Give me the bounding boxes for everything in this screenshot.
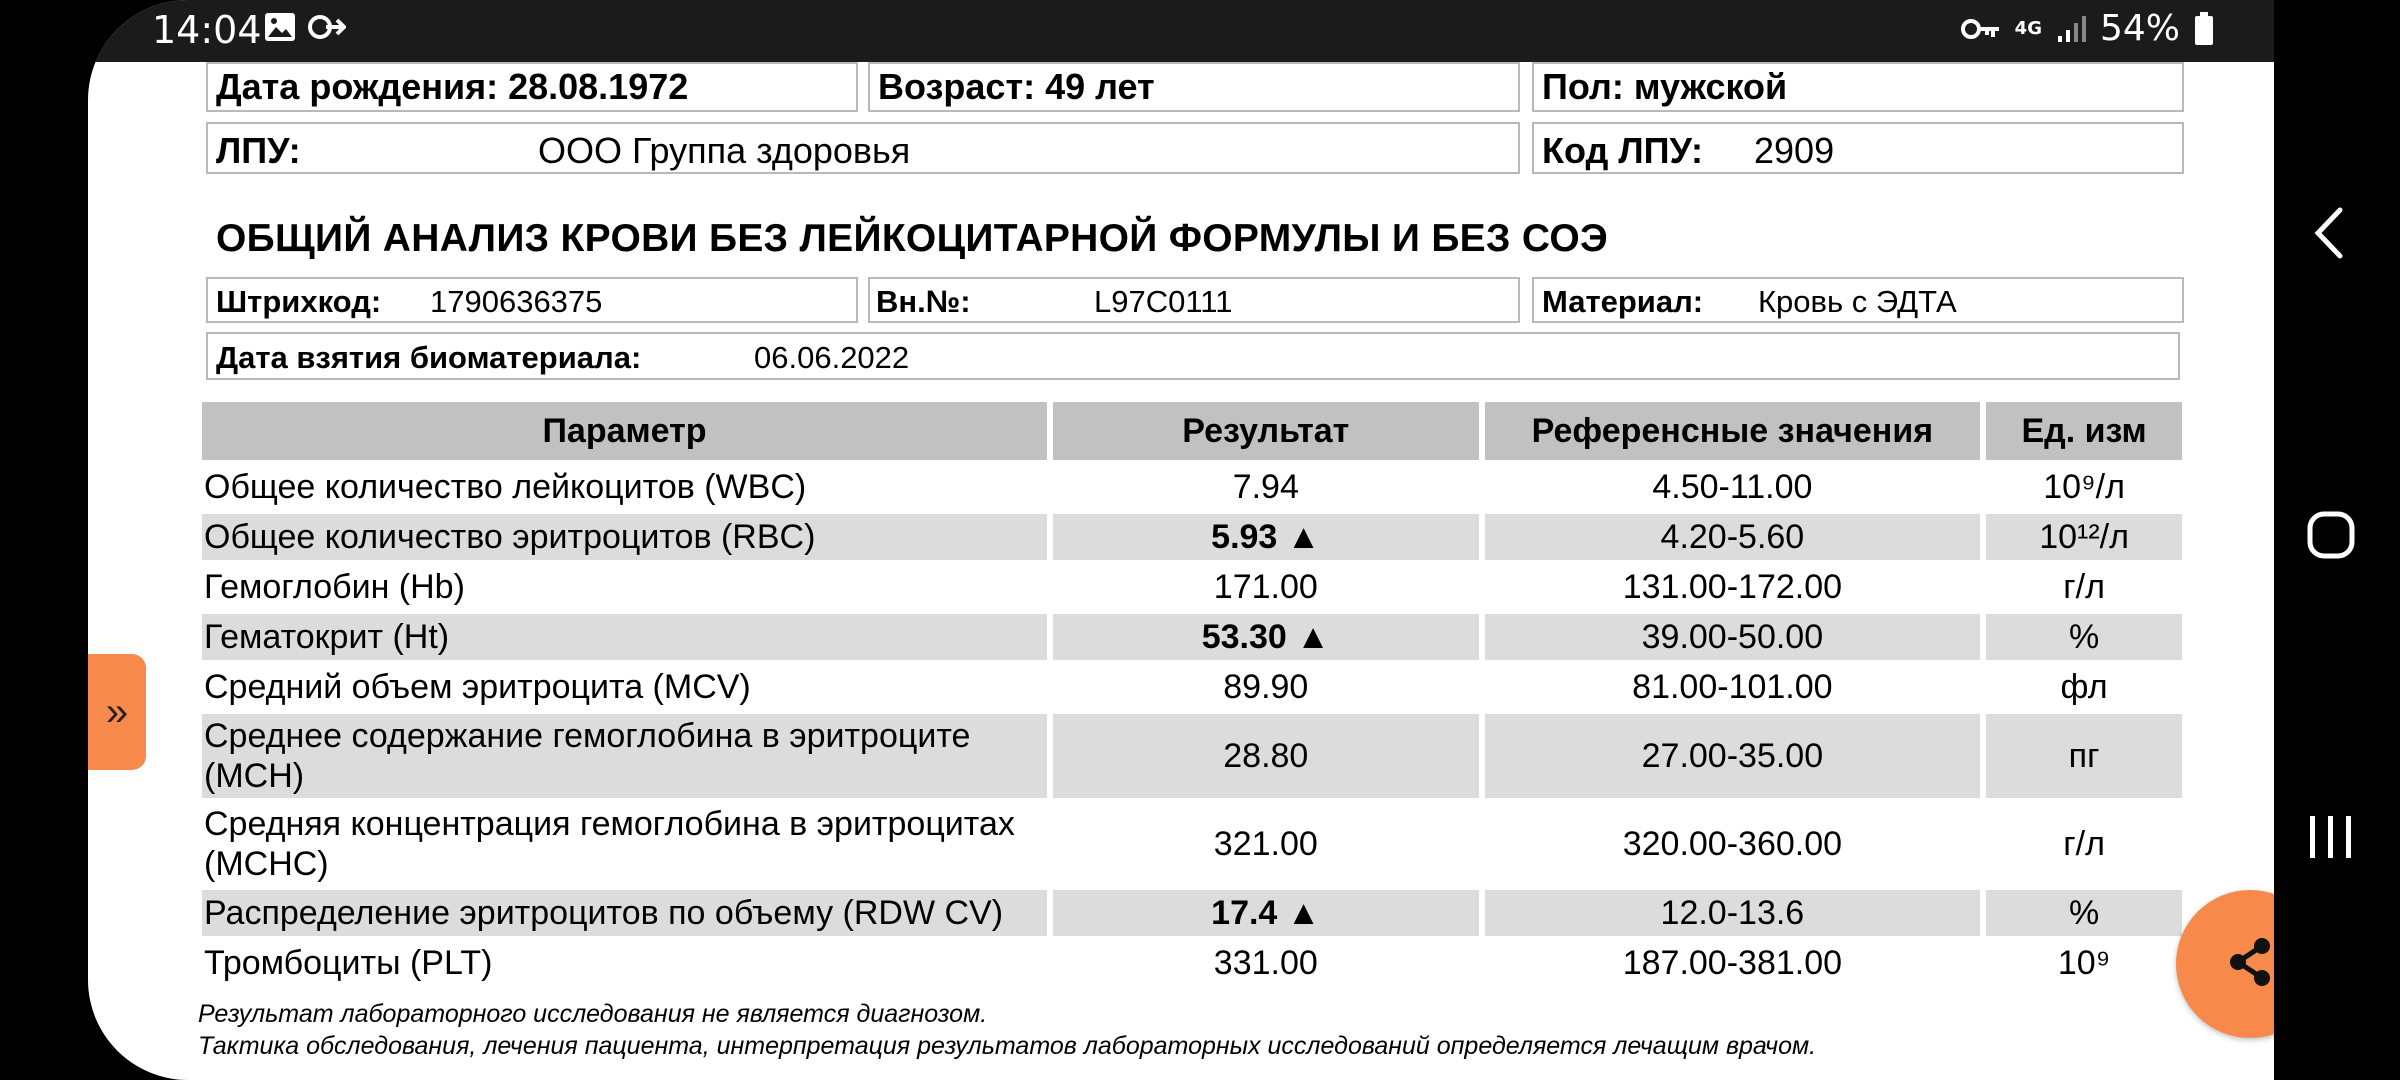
param-cell: Среднее содержание гемоглобина в эритроците (MCH)	[202, 714, 1047, 798]
lpu-box	[206, 122, 1520, 174]
link-icon	[306, 12, 346, 42]
reference-cell: 27.00-35.00	[1485, 714, 1981, 798]
table-row	[202, 464, 2182, 510]
unit-cell: %	[1986, 890, 2182, 936]
unit-cell: г/л	[2063, 568, 2105, 606]
param-cell: Общее количество эритроцитов (RBC)	[202, 514, 1047, 560]
result-cell-abnormal: 5.93 ▲	[1053, 514, 1479, 560]
material-label: Материал:	[1542, 284, 1704, 319]
sample-date-value: 06.06.2022	[754, 340, 910, 375]
param-cell: Распределение эритроцитов по объему (RDW CV)	[202, 890, 1047, 936]
side-panel-toggle[interactable]	[88, 654, 146, 770]
lpu-label: ЛПУ:	[216, 130, 301, 171]
result-cell: 7.94	[1232, 468, 1299, 506]
reference-cell: 39.00-50.00	[1485, 614, 1981, 660]
status-time: 14:04	[152, 8, 262, 52]
sex-box	[1532, 62, 2184, 112]
recent-apps-button[interactable]	[2308, 812, 2354, 867]
back-button[interactable]	[2310, 206, 2350, 265]
header-result: Результат	[1053, 402, 1479, 460]
analysis-title: ОБЩИЙ АНАЛИЗ КРОВИ БЕЗ ЛЕЙКОЦИТАРНОЙ ФОРМУЛЫ И БЕЗ СОЭ	[216, 217, 1609, 260]
internal-number-box	[868, 277, 1520, 323]
table-row	[202, 514, 2182, 560]
disclaimer-line-1: Результат лабораторного исследования не является диагнозом.	[198, 1000, 988, 1028]
table-row	[202, 714, 2182, 798]
param-cell: Тромбоциты (PLT)	[204, 944, 493, 982]
double-chevron-right-icon: »	[105, 689, 129, 734]
header-unit: Ед. изм	[1986, 402, 2182, 460]
battery-icon	[2194, 12, 2214, 46]
unit-cell: 10⁹	[2057, 944, 2111, 982]
reference-cell: 4.50-11.00	[1652, 468, 1813, 506]
age-box	[868, 62, 1520, 112]
reference-cell: 4.20-5.60	[1485, 514, 1981, 560]
table-row	[202, 890, 2182, 936]
image-icon	[264, 12, 296, 42]
unit-cell: фл	[2060, 668, 2108, 706]
unit-cell: г/л	[2063, 825, 2105, 863]
header-reference: Референсные значения	[1485, 402, 1981, 460]
lpu-value: ООО Группа здоровья	[538, 130, 911, 171]
param-cell: Средний объем эритроцита (MCV)	[204, 668, 751, 706]
signal-icon	[2056, 14, 2086, 44]
share-icon	[2220, 932, 2274, 997]
battery-percent: 54%	[2099, 8, 2180, 49]
barcode-value: 1790636375	[430, 284, 603, 319]
param-cell: Общее количество лейкоцитов (WBC)	[204, 468, 807, 506]
barcode-box	[206, 277, 858, 323]
header-parameter: Параметр	[202, 402, 1047, 460]
result-cell: 28.80	[1053, 714, 1479, 798]
unit-cell: пг	[1986, 714, 2182, 798]
material-box	[1532, 277, 2184, 323]
dob-box	[206, 62, 858, 112]
lpu-code-label: Код ЛПУ:	[1542, 130, 1703, 171]
internal-number-value: L97C0111	[1094, 284, 1233, 319]
home-button[interactable]	[2306, 510, 2356, 565]
unit-cell: 10¹²/л	[1986, 514, 2182, 560]
barcode-label: Штрихкод:	[216, 284, 382, 319]
network-type: 4G	[2014, 18, 2042, 39]
status-bar	[88, 0, 2274, 62]
dob-label: Дата рождения: 28.08.1972	[216, 66, 689, 107]
unit-cell: 10⁹/л	[2043, 468, 2125, 506]
reference-cell: 131.00-172.00	[1622, 568, 1843, 606]
table-row	[202, 564, 2182, 610]
result-cell: 89.90	[1223, 668, 1309, 706]
table-row	[202, 664, 2182, 710]
navigation-bar	[2274, 0, 2400, 1080]
results-table	[196, 398, 2188, 990]
app-screen	[88, 0, 2274, 1080]
result-cell: 171.00	[1213, 568, 1318, 606]
table-header-row	[202, 402, 2182, 460]
reference-cell: 320.00-360.00	[1622, 825, 1843, 863]
key-icon	[1961, 16, 2001, 42]
unit-cell: %	[1986, 614, 2182, 660]
param-cell: Гемоглобин (Hb)	[204, 568, 465, 606]
reference-cell: 12.0-13.6	[1485, 890, 1981, 936]
result-cell-abnormal: 53.30 ▲	[1053, 614, 1479, 660]
lpu-code-box	[1532, 122, 2184, 174]
reference-cell: 81.00-101.00	[1632, 668, 1833, 706]
result-cell: 331.00	[1213, 944, 1318, 982]
internal-number-label: Вн.№:	[876, 284, 971, 319]
result-cell-abnormal: 17.4 ▲	[1053, 890, 1479, 936]
age-label: Возраст: 49 лет	[878, 66, 1155, 107]
table-row	[202, 802, 2182, 886]
param-cell: Гематокрит (Ht)	[202, 614, 1047, 660]
table-row	[202, 940, 2182, 986]
table-row	[202, 614, 2182, 660]
material-value: Кровь с ЭДТА	[1758, 284, 1957, 319]
share-button[interactable]	[2176, 890, 2274, 1038]
sex-label: Пол: мужской	[1542, 66, 1788, 107]
sample-date-box	[206, 332, 2180, 380]
sample-date-label: Дата взятия биоматериала:	[216, 340, 642, 375]
result-cell: 321.00	[1213, 825, 1318, 863]
lpu-code-value: 2909	[1754, 130, 1835, 171]
disclaimer-line-2: Тактика обследования, лечения пациента, интерпретация результатов лабораторных исследований определяется лечащим врачом.	[198, 1032, 1817, 1060]
param-cell: Средняя концентрация гемоглобина в эритроцитах (MCHC)	[204, 805, 1015, 883]
reference-cell: 187.00-381.00	[1622, 944, 1843, 982]
